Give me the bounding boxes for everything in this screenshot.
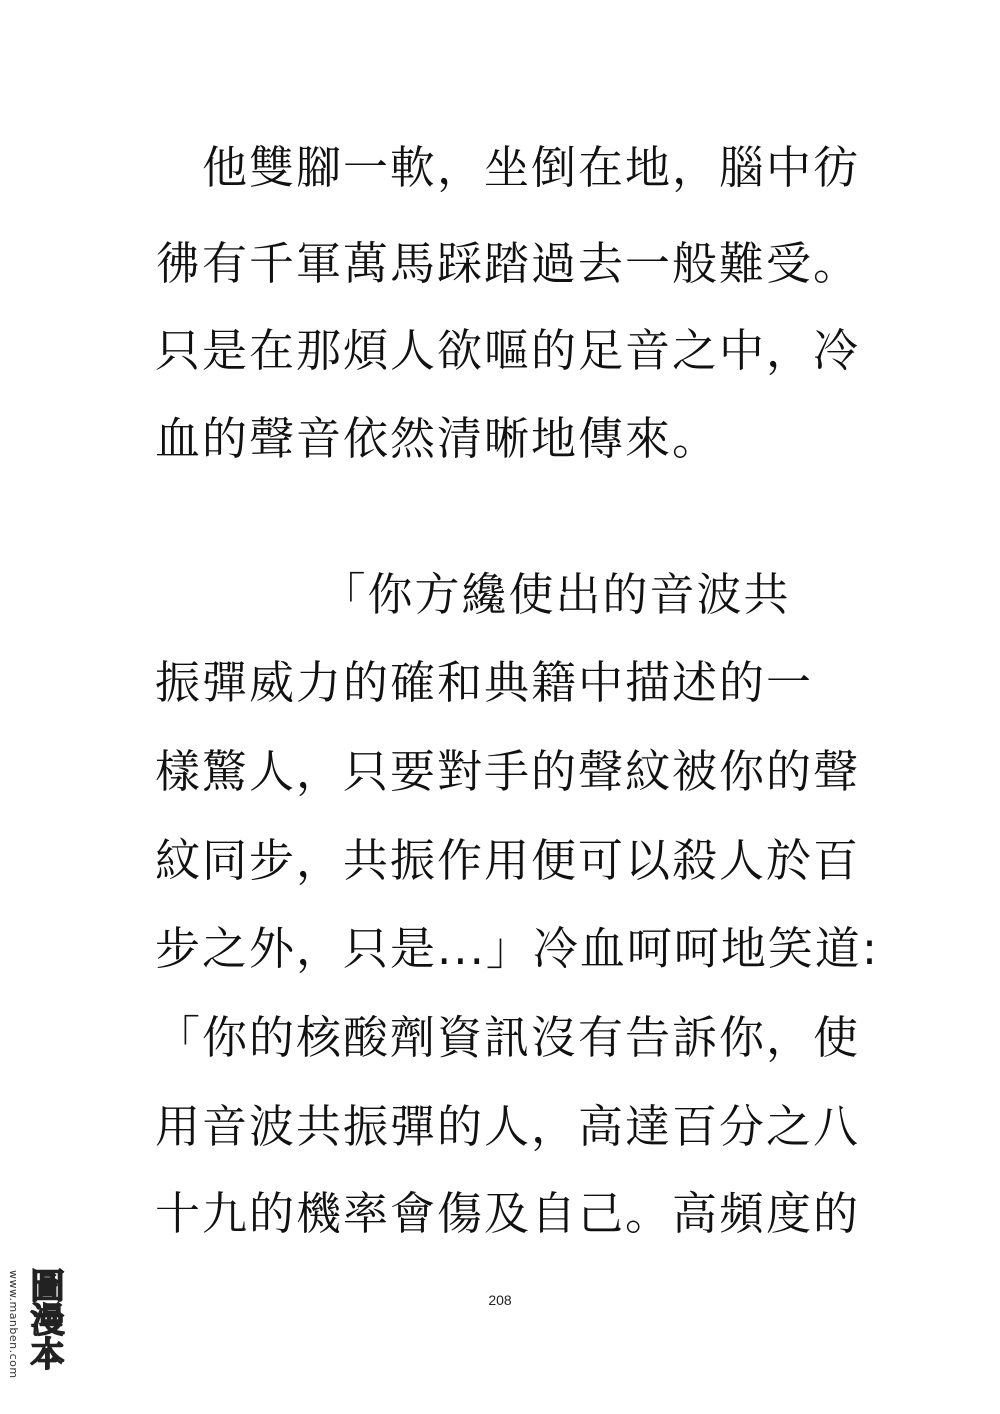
text-line-2: 彿有千軍萬馬踩踏過去一般難受。: [155, 237, 861, 290]
text-line-10: 「你的核酸劑資訊沒有告訴你，使: [155, 1011, 861, 1064]
text-line-4: 血的聲音依然清晰地傳來。: [155, 412, 720, 465]
text-line-9: 步之外，只是...」冷血呵呵地笑道:: [155, 922, 880, 975]
page-number: 208: [488, 1292, 512, 1308]
watermark-url: www.manben.com: [7, 1270, 20, 1379]
text-line-1: 他雙腳一軟，坐倒在地，腦中彷: [155, 141, 861, 194]
text-line-5: 「你方纔使出的音波共: [155, 568, 791, 621]
text-line-11: 用音波共振彈的人，高達百分之八: [155, 1100, 861, 1153]
watermark-logo: 圖漫本: [24, 1268, 64, 1370]
text-line-12: 十九的機率會傷及自己。高頻度的: [155, 1187, 861, 1240]
text-line-7: 樣驚人，只要對手的聲紋被你的聲: [155, 745, 861, 798]
text-line-8: 紋同步，共振作用便可以殺人於百: [155, 834, 861, 887]
text-line-6: 振彈威力的確和典籍中描述的一: [155, 656, 814, 709]
text-line-3: 只是在那煩人欲嘔的足音之中，冷: [155, 324, 861, 377]
